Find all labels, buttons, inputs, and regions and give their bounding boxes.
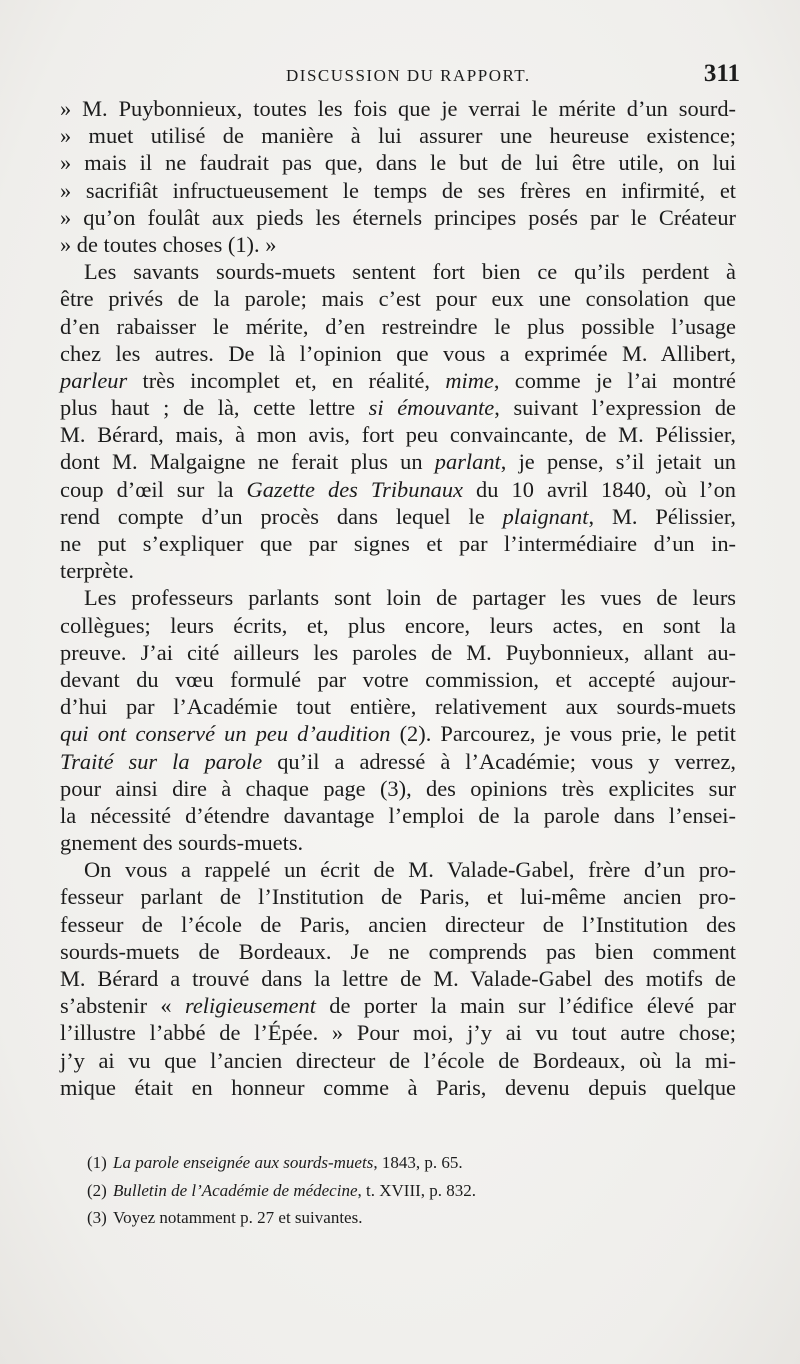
text-segment: mique était en honneur comme à Paris, devenu depuis quelque	[60, 1074, 736, 1100]
text-segment: On vous a rappelé un écrit de M. Valade-Gabel, frère d’un pro-	[84, 857, 736, 883]
italic-segment: qui ont conservé un peu d’audition	[60, 721, 391, 747]
footnote-title: La parole enseignée aux sourds-muets	[113, 1153, 374, 1172]
text-line	[60, 340, 736, 367]
text-line	[60, 938, 736, 965]
text-segment: ne put s’expliquer que par signes et par l’intermédiaire d’un in-	[60, 531, 736, 556]
text-line	[60, 95, 736, 122]
text-line	[60, 285, 736, 312]
footnote-number: (3)	[87, 1208, 107, 1227]
text-segment: Les savants sourds-muets sentent fort bien ce qu’ils perdent à	[84, 259, 736, 285]
text-line	[60, 1047, 736, 1074]
text-line	[60, 639, 736, 666]
text-segment: chez les autres. De là l’opinion que vous a exprimée M. Allibert,	[60, 340, 736, 366]
text-line	[60, 748, 736, 775]
footnote	[87, 1204, 707, 1232]
body-text	[60, 95, 736, 1101]
text-segment: » qu’on foulât aux pieds les éternels principes posés par le Créateur	[60, 204, 736, 230]
text-segment: devant du vœu formulé par votre commission, et accepté aujour-	[60, 666, 736, 692]
text-segment: j’y ai vu que l’ancien directeur de l’école de Bordeaux, où la mi-	[60, 1047, 736, 1073]
page-number: 311	[703, 60, 740, 87]
text-segment: » sacrifiât infructueusement le temps de ses frères en infirmité, et	[60, 177, 736, 203]
footnote-number: (2)	[87, 1180, 107, 1200]
text-segment: du 10 avril 1840, où l’on	[462, 476, 736, 502]
text-segment: plus haut ; de là, cette lettre	[60, 395, 369, 421]
text-segment: l’illustre l’abbé de l’Épée. » Pour moi, j’y ai vu tout autre chose;	[60, 1020, 736, 1046]
footnote-text: Voyez notamment p. 27 et suivantes.	[113, 1208, 363, 1227]
footnote	[87, 1149, 707, 1177]
text-segment: , suivant l’expression de	[494, 395, 736, 421]
text-line	[60, 448, 736, 475]
text-line	[60, 802, 736, 829]
page-header	[60, 60, 740, 96]
text-line	[60, 122, 736, 149]
text-line	[60, 829, 736, 856]
italic-segment: parleur	[60, 367, 128, 393]
text-line	[60, 1019, 736, 1046]
text-line	[60, 530, 736, 557]
italic-segment: Gazette des Tribunaux	[246, 476, 463, 502]
text-line	[60, 394, 736, 421]
text-segment: de porter la main sur l’édifice élevé par	[315, 993, 736, 1019]
footnote-text: , 1843, p. 65.	[373, 1153, 463, 1172]
italic-segment: mime	[445, 367, 494, 393]
italic-segment: religieusement	[184, 993, 316, 1019]
footnote	[87, 1177, 707, 1205]
text-line	[60, 856, 736, 883]
text-segment: M. Bérard a trouvé dans la lettre de M. Valade-Gabel des motifs de	[60, 966, 736, 991]
text-segment: » mais il ne faudrait pas que, dans le but de lui être utile, on lui	[60, 150, 736, 176]
text-segment: pour ainsi dire à chaque page (3), des opinions très explicites sur	[60, 775, 736, 801]
footnote-number: (1)	[87, 1153, 107, 1172]
text-line	[60, 584, 736, 611]
text-segment: la nécessité d’étendre davantage l’emploi de la parole dans l’ensei-	[60, 802, 736, 828]
text-line	[60, 177, 736, 204]
text-segment: preuve. J’ai cité ailleurs les paroles de M. Puybonnieux, allant au-	[60, 639, 736, 665]
text-segment: s’abstenir «	[60, 993, 185, 1019]
italic-segment: si émouvante	[368, 395, 495, 421]
text-line	[60, 992, 736, 1019]
text-line	[60, 1074, 736, 1101]
text-segment: Les professeurs parlants sont loin de partager les vues de leurs	[84, 585, 736, 611]
text-line	[60, 666, 736, 693]
text-segment: dont M. Malgaigne ne ferait plus un	[60, 449, 435, 475]
text-segment: coup d’œil sur la	[60, 476, 247, 502]
text-segment: » de toutes choses (1). »	[60, 231, 277, 257]
text-line	[60, 367, 736, 394]
text-line	[60, 911, 736, 938]
text-segment: , je pense, s’il jetait un	[500, 449, 737, 475]
text-line	[60, 503, 736, 530]
text-segment: collègues; leurs écrits, et, plus encore, leurs actes, en sont la	[60, 612, 736, 638]
text-segment: gnement des sourds-muets.	[60, 830, 304, 856]
text-segment: d’en rabaisser le mérite, d’en restreindre le plus possible l’usage	[60, 313, 736, 339]
text-segment: fesseur parlant de l’Institution de Paris, et lui-même ancien pro-	[60, 884, 736, 910]
text-segment: fesseur de l’école de Paris, ancien directeur de l’Institution des	[60, 911, 736, 937]
text-line	[60, 231, 736, 258]
text-segment: très incomplet et, en réalité,	[127, 367, 446, 393]
text-segment: d’hui par l’Académie tout entière, relativement aux sourds-muets	[60, 694, 736, 720]
text-line	[60, 204, 736, 231]
footnote-title: Bulletin de l’Académie de médecine	[113, 1180, 358, 1200]
text-segment: sourds-muets de Bordeaux. Je ne comprends pas bien comment	[60, 938, 736, 964]
text-line	[60, 612, 736, 639]
italic-segment: plaignant	[502, 503, 589, 529]
text-line	[60, 313, 736, 340]
italic-segment: parlant	[434, 449, 501, 475]
text-line	[60, 258, 736, 285]
text-segment: » muet utilisé de manière à lui assurer une heureuse existence;	[60, 123, 736, 149]
text-line	[60, 775, 736, 802]
text-segment: qu’il a adressé à l’Académie; vous y verrez,	[262, 748, 736, 774]
text-segment: être privés de la parole; mais c’est pour eux une consolation que	[60, 286, 736, 312]
text-segment: (2). Parcourez, je vous prie, le petit	[390, 721, 736, 747]
text-line	[60, 883, 736, 910]
text-line	[60, 720, 736, 747]
text-segment: , comme je l’ai montré	[493, 367, 736, 393]
footnotes	[87, 1149, 707, 1232]
text-line	[60, 557, 736, 584]
running-head: DISCUSSION DU RAPPORT.	[286, 66, 531, 85]
text-line	[60, 476, 736, 503]
text-segment: » M. Puybonnieux, toutes les fois que je verrai le mérite d’un sourd-	[60, 96, 736, 121]
text-line	[60, 421, 736, 448]
footnote-text: , t. XVIII, p. 832.	[357, 1180, 477, 1200]
text-segment: , M. Pélissier,	[588, 503, 736, 529]
text-line	[60, 693, 736, 720]
text-segment: terprète.	[60, 558, 134, 584]
text-segment: rend compte d’un procès dans lequel le	[60, 503, 503, 529]
text-segment: M. Bérard, mais, à mon avis, fort peu convaincante, de M. Pélissier,	[60, 422, 736, 448]
text-line	[60, 965, 736, 992]
italic-segment: Traité sur la parole	[60, 748, 263, 774]
text-line	[60, 149, 736, 176]
